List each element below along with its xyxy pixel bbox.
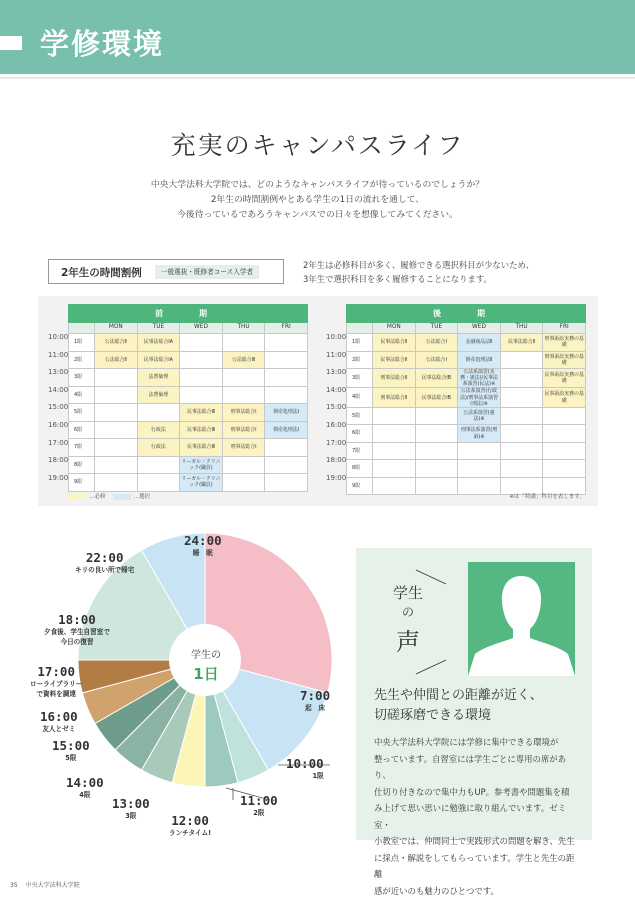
class-cell: リーガル・クリニック(職員) <box>180 474 223 492</box>
voice-body <box>374 734 582 899</box>
timetable-heading-title: 2年生の時間割例 <box>61 267 142 279</box>
time-axis-label: 10:00 <box>326 333 347 341</box>
time-label-desc: 1限 <box>312 772 324 780</box>
class-cell <box>180 351 223 369</box>
time-label-time: 12:00 <box>171 813 209 828</box>
day-header: FRI <box>543 323 586 334</box>
table-row <box>69 351 308 369</box>
table-row <box>69 369 308 387</box>
timetable-first-semester <box>68 304 308 492</box>
student-silhouette-icon <box>468 562 575 676</box>
class-cell: 倒産処理法Ⅰ <box>265 404 308 422</box>
class-cell <box>500 460 543 478</box>
time-label-time: 10:00 <box>286 756 324 771</box>
time-label-desc: 3限 <box>125 812 137 820</box>
class-cell: 倒産処理法Ⅱ <box>458 351 501 369</box>
class-cell <box>500 407 543 425</box>
class-cell <box>458 477 501 495</box>
class-cell <box>180 369 223 387</box>
class-cell: 公法総合Ⅲ <box>222 351 265 369</box>
class-cell <box>265 334 308 352</box>
class-cell <box>415 477 458 495</box>
footer-school: 中央大学法科大学院 <box>25 882 80 889</box>
legend-elective-swatch <box>113 494 131 500</box>
class-cell: 民事法総合Ⅱ <box>500 334 543 352</box>
table-row <box>69 386 308 404</box>
time-label-1700 <box>30 664 82 699</box>
class-cell <box>458 460 501 478</box>
class-cell <box>180 386 223 404</box>
timetable-second-semester <box>346 304 586 495</box>
table-row <box>69 404 308 422</box>
class-cell: 倒産処理法Ⅰ <box>265 421 308 439</box>
class-cell: 民事法総合ⅠB <box>415 388 458 407</box>
time-axis-label: 15:00 <box>326 403 347 412</box>
voice-body-line: 中央大学法科大学院には学修に集中できる環境が <box>374 737 559 747</box>
time-label-time: 24:00 <box>184 533 222 548</box>
day-header: TUE <box>137 323 180 334</box>
class-cell <box>500 388 543 407</box>
class-cell <box>180 334 223 352</box>
period-label: 4限 <box>69 386 95 404</box>
class-cell <box>415 460 458 478</box>
class-cell: 公法系演習(行政法)/刑事法系演習(刑法)※ <box>458 388 501 407</box>
header-rule <box>0 77 635 79</box>
time-label-desc: 4限 <box>79 791 91 799</box>
time-label-2200 <box>75 550 134 575</box>
voice-body-line: 感が近いのも魅力のひとつです。 <box>374 885 499 896</box>
class-cell <box>265 474 308 492</box>
time-label-desc: キリの良い所で帰宅 <box>75 566 135 574</box>
class-cell: 民事訴訟実務の基礎 <box>543 369 586 388</box>
period-label: 1限 <box>347 334 373 352</box>
class-cell <box>137 474 180 492</box>
class-cell <box>95 474 138 492</box>
time-axis-label: 16:00 <box>326 421 347 429</box>
time-axis-label: 14:00 <box>326 385 347 394</box>
intro-line: 中央大学法科大学院では、どのようなキャンパスライフが待っているのでしょうか？ <box>150 180 485 190</box>
table-row <box>347 334 586 352</box>
class-cell <box>265 369 308 387</box>
class-cell: 法曹倫理 <box>137 369 180 387</box>
class-cell: 民事訴訟実務の基礎 <box>543 388 586 407</box>
period-label: 4限 <box>347 388 373 407</box>
day-header: MON <box>95 323 138 334</box>
time-label-1600 <box>40 709 78 734</box>
day-header <box>69 323 95 334</box>
timetable-legend <box>68 492 150 500</box>
voice-body-line: 整っています。自習室には学生ごとに専用の席があり、 <box>374 753 566 780</box>
time-label-desc: 夕食後、学生自習室で <box>44 628 110 636</box>
class-cell <box>95 456 138 474</box>
class-cell: 刑事法総合Ⅰ <box>222 421 265 439</box>
class-cell <box>265 439 308 457</box>
class-cell <box>137 404 180 422</box>
pie-center-top: 学生の <box>191 650 221 661</box>
day-header: MON <box>373 323 416 334</box>
class-cell <box>373 477 416 495</box>
legend-elective: …選択 <box>133 494 151 500</box>
voice-title <box>388 582 428 657</box>
class-cell <box>95 439 138 457</box>
semester-header: 前 期 <box>69 305 308 323</box>
time-axis-label: 13:00 <box>48 368 69 377</box>
period-label: 6限 <box>347 425 373 443</box>
class-cell: 法曹倫理 <box>137 386 180 404</box>
time-label-1300 <box>112 796 150 821</box>
period-label: 1限 <box>69 334 95 352</box>
class-cell <box>95 404 138 422</box>
voice-body-line: 仕切り付きなので集中力もUP。参考書や問題集を積 <box>374 786 570 797</box>
class-cell: 公法総合Ⅱ <box>95 334 138 352</box>
voice-body-line: 小教室では、仲間同士で実践形式の問題を解き、先生 <box>374 836 575 846</box>
semester-header: 後 期 <box>347 305 586 323</box>
pie-center-label <box>176 646 236 684</box>
class-cell <box>222 386 265 404</box>
time-label-time: 15:00 <box>52 738 90 753</box>
class-cell <box>222 456 265 474</box>
period-label: 9限 <box>347 477 373 495</box>
page-footer <box>10 880 80 889</box>
class-cell <box>265 456 308 474</box>
intro-line: 2年生の時間割例やとある学生の1日の流れを通して、 <box>210 195 425 205</box>
voice-heading-line: 切磋琢磨できる環境 <box>374 708 492 723</box>
time-axis-label: 14:00 <box>48 385 69 394</box>
table-row <box>69 334 308 352</box>
class-cell: 民事法総合Ⅱ <box>373 334 416 352</box>
voice-body-line: み上げて思い思いに勉強に取り組んでいます。ゼミ室・ <box>374 803 566 830</box>
table-row <box>347 407 586 425</box>
timetable-footnote: ※は「特講」科目を表します。 <box>509 494 585 500</box>
class-cell <box>415 407 458 425</box>
day-header: THU <box>222 323 265 334</box>
time-axis-label: 17:00 <box>48 438 69 447</box>
class-cell <box>415 442 458 460</box>
class-cell: 民事法総合Ⅱ <box>373 351 416 369</box>
class-cell <box>543 425 586 443</box>
table-row <box>347 442 586 460</box>
time-axis-label: 10:00 <box>48 333 69 341</box>
voice-body-line: に採点・解説をしてもらっています。学生と先生の距離 <box>374 852 575 879</box>
table-row <box>69 439 308 457</box>
period-label: 7限 <box>69 439 95 457</box>
class-cell <box>543 442 586 460</box>
timetable-note-line: 3年生で選択科目を多く履修することになります。 <box>303 274 492 284</box>
day-header: THU <box>500 323 543 334</box>
voice-title-1: 学生 <box>392 584 423 602</box>
table-row <box>69 421 308 439</box>
period-label: 3限 <box>69 369 95 387</box>
class-cell: 刑事法系演習(刑訴)※ <box>458 425 501 443</box>
class-cell <box>137 456 180 474</box>
class-cell: 金融商品法Ⅱ <box>458 334 501 352</box>
time-axis-label: 11:00 <box>48 350 69 359</box>
page-title: 充実のキャンパスライフ <box>170 131 465 160</box>
time-axis-label: 16:00 <box>48 421 69 429</box>
class-cell <box>222 369 265 387</box>
class-cell: 公法総合Ⅰ <box>415 334 458 352</box>
period-label: 2限 <box>347 351 373 369</box>
class-cell: 公法総合Ⅰ <box>415 351 458 369</box>
day-header: WED <box>458 323 501 334</box>
class-cell: 民事法総合ⅠA <box>137 334 180 352</box>
time-label-desc: 2限 <box>253 809 265 817</box>
period-label: 5限 <box>69 404 95 422</box>
table-row <box>347 388 586 407</box>
period-label: 3限 <box>347 369 373 388</box>
class-cell: 民事法総合Ⅲ <box>180 421 223 439</box>
class-cell <box>95 386 138 404</box>
class-cell: 民事法総合ⅠA <box>137 351 180 369</box>
day-header: FRI <box>265 323 308 334</box>
class-cell <box>373 407 416 425</box>
section-header <box>0 0 635 74</box>
class-cell <box>265 386 308 404</box>
legend-required-swatch <box>68 494 86 500</box>
page-number: 35 <box>10 882 18 889</box>
table-row <box>69 474 308 492</box>
class-cell: 民事法総合Ⅲ <box>180 439 223 457</box>
period-label: 8限 <box>347 460 373 478</box>
time-axis-label: 18:00 <box>48 456 69 465</box>
time-axis-label: 11:00 <box>326 350 347 359</box>
class-cell <box>500 369 543 388</box>
time-label-desc: 友人とゼミ <box>42 725 76 733</box>
class-cell: 公法系演習(実務・憲法)/民事法系演習(民法)※ <box>458 369 501 388</box>
time-label-desc: 睡 眠 <box>192 549 213 557</box>
time-label-time: 14:00 <box>66 775 104 790</box>
period-label: 6限 <box>69 421 95 439</box>
class-cell: 民事法総合ⅠB <box>415 369 458 388</box>
class-cell: 行政法 <box>137 421 180 439</box>
class-cell: リーガル・クリニック(職員) <box>180 456 223 474</box>
class-cell <box>415 425 458 443</box>
time-label-2400 <box>184 533 222 558</box>
day-header <box>347 323 373 334</box>
header-bar-mark <box>0 36 22 50</box>
day-header: WED <box>180 323 223 334</box>
period-label: 7限 <box>347 442 373 460</box>
time-label-desc: ランチタイム! <box>169 829 212 837</box>
intro-text <box>0 178 635 223</box>
class-cell <box>265 351 308 369</box>
class-cell <box>543 407 586 425</box>
class-cell: 刑事訴訟実務の基礎 <box>543 334 586 352</box>
time-label-time: 7:00 <box>300 688 331 703</box>
time-label-1100 <box>240 793 278 818</box>
timetable-heading <box>48 259 284 284</box>
class-cell: 刑事訴訟実務の基礎 <box>543 351 586 369</box>
time-label-desc: 5限 <box>65 754 77 762</box>
class-cell <box>373 460 416 478</box>
time-label-time: 17:00 <box>37 664 75 679</box>
time-label-desc: で資料を調達 <box>36 690 76 698</box>
class-cell: 行政法 <box>137 439 180 457</box>
time-label-1800 <box>44 612 110 647</box>
intro-line: 今後待っているであろうキャンパスでの日々を想像してみてください。 <box>177 210 458 220</box>
class-cell: 刑事法総合Ⅰ <box>222 439 265 457</box>
class-cell <box>222 474 265 492</box>
time-axis-label: 19:00 <box>326 473 347 482</box>
pie-center-big: 1日 <box>193 665 219 683</box>
voice-heading-line: 先生や仲間との距離が近く、 <box>374 688 543 703</box>
table-row <box>347 369 586 388</box>
timetable-note-line: 2年生は必修科目が多く、履修できる選択科目が少ないため、 <box>303 260 534 270</box>
class-cell: 民事法総合Ⅲ <box>180 404 223 422</box>
table-row <box>347 460 586 478</box>
time-label-time: 16:00 <box>40 709 78 724</box>
class-cell <box>373 425 416 443</box>
class-cell <box>458 442 501 460</box>
period-label: 8限 <box>69 456 95 474</box>
section-title: 学修環境 <box>40 27 165 61</box>
time-label-desc: 今日の復習 <box>60 638 94 646</box>
class-cell: 公法総合Ⅱ <box>95 351 138 369</box>
voice-heading <box>374 686 543 726</box>
time-axis-label: 15:00 <box>48 403 69 412</box>
time-axis-label: 13:00 <box>326 368 347 377</box>
class-cell <box>95 369 138 387</box>
timetable-note <box>303 258 534 286</box>
voice-title-2: の <box>401 605 414 619</box>
time-label-1000 <box>286 756 324 781</box>
class-cell: 刑事法総合Ⅱ <box>373 369 416 388</box>
class-cell <box>222 334 265 352</box>
period-label: 5限 <box>347 407 373 425</box>
table-row <box>69 456 308 474</box>
voice-title-3: 声 <box>396 628 420 656</box>
timetable-heading-badge: 一般選抜・既修者コース入学者 <box>155 265 259 279</box>
class-cell <box>373 442 416 460</box>
class-cell <box>500 425 543 443</box>
period-label: 2限 <box>69 351 95 369</box>
time-axis-label: 18:00 <box>326 456 347 465</box>
time-label-desc: 起 床 <box>305 704 325 712</box>
day-header: TUE <box>415 323 458 334</box>
time-label-time: 18:00 <box>58 612 96 627</box>
time-label-0700 <box>300 688 330 713</box>
time-label-time: 11:00 <box>240 793 278 808</box>
time-axis-label: 19:00 <box>48 473 69 482</box>
period-label: 9限 <box>69 474 95 492</box>
class-cell: 刑事法総合Ⅰ <box>222 404 265 422</box>
time-label-1200 <box>169 813 211 838</box>
time-label-1400 <box>66 775 104 800</box>
time-label-1500 <box>52 738 90 763</box>
class-cell: 刑事法総合Ⅱ <box>373 388 416 407</box>
time-label-desc: ローライブラリー <box>30 680 83 688</box>
class-cell <box>500 351 543 369</box>
legend-required: …必修 <box>89 494 106 500</box>
class-cell <box>95 421 138 439</box>
class-cell <box>500 442 543 460</box>
table-row <box>347 425 586 443</box>
table-row <box>347 351 586 369</box>
class-cell <box>543 460 586 478</box>
time-label-time: 13:00 <box>112 796 150 811</box>
class-cell: 公法系演習(憲法)※ <box>458 407 501 425</box>
time-axis-label: 17:00 <box>326 438 347 447</box>
time-label-time: 22:00 <box>85 550 124 565</box>
